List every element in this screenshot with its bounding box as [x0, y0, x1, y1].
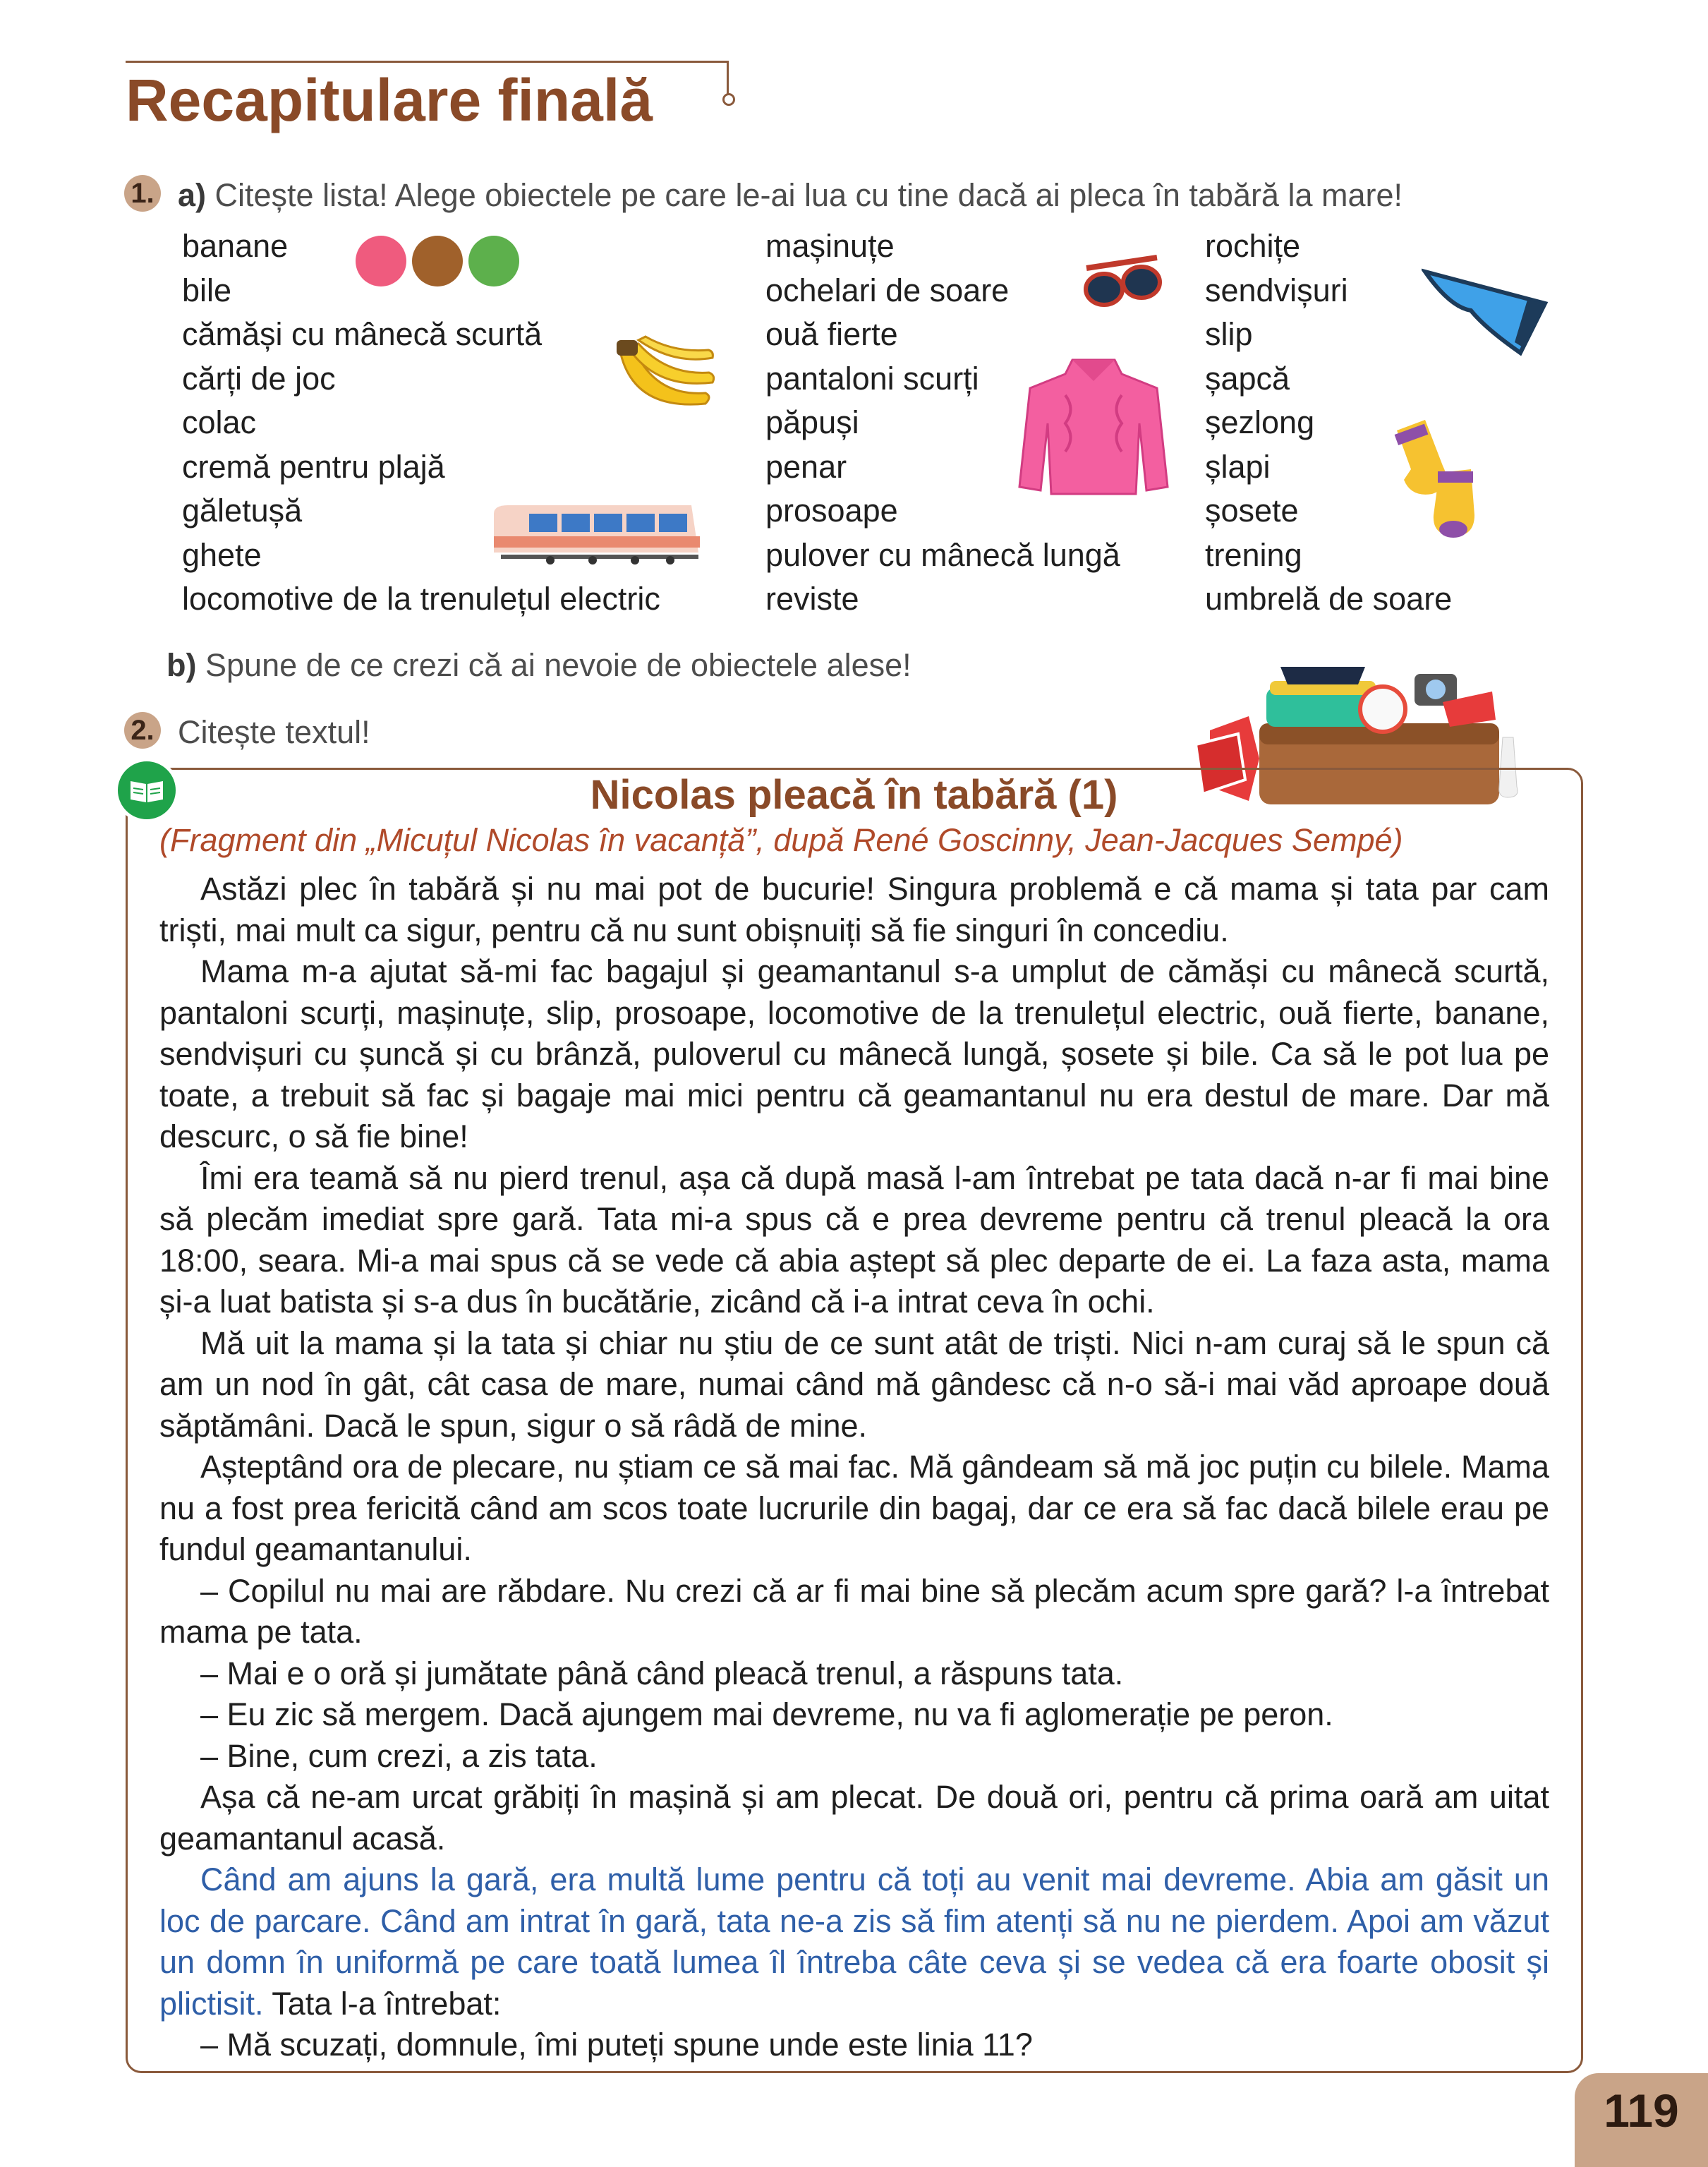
exercise-1a-label: a): [178, 177, 207, 213]
green-marble: [468, 236, 519, 286]
exercise-2-instruction: Citește textul!: [178, 714, 370, 750]
list-item: păpuși: [765, 404, 859, 440]
story-title: Nicolas pleacă în tabără (1): [590, 772, 1118, 818]
dialogue-line: – Mă scuzați, domnule, îmi puteți spune unde este linia 11?: [200, 2027, 1033, 2063]
list-item: șapcă: [1205, 360, 1290, 397]
list-item: prosoape: [765, 493, 898, 529]
list-item: ghete: [182, 536, 262, 573]
story-paragraph: Îmi era teamă să nu pierd trenul, așa că după masă l-am întrebat pe tata dacă n-ar fi mai bine să plecăm imediat spre gară. Tata mi-a spus că e prea devreme pentru că trenul pleacă la ora 18:00, seara. Mi-a mai spus că se vede că abia aștept să plec departe de ei. La faza asta, mama și-a luat batista și s-a dus în bucătărie, zicând că i-a intrat ceva în ochi.: [159, 1159, 1549, 1320]
train-illustration: [487, 500, 702, 567]
story-paragraph: Așa că ne-am urcat grăbiți în mașină și am plecat. De două ori, pentru că prima oară am uitat geamantanul acasă.: [159, 1779, 1549, 1857]
list-item: slip: [1205, 316, 1253, 352]
socks-illustration: [1383, 416, 1496, 543]
list-item: ouă fierte: [765, 316, 898, 352]
list-item: șlapi: [1205, 448, 1271, 485]
page-title: Recapitulare finală: [126, 67, 653, 133]
dialogue-line: – Mai e o oră și jumătate până când pleacă trenul, a răspuns tata.: [200, 1655, 1124, 1691]
list-item: rochițe: [1205, 228, 1301, 264]
list-item: șosete: [1205, 493, 1299, 529]
list-item: șezlong: [1205, 404, 1315, 440]
list-item: găletușă: [182, 493, 303, 529]
pink-sweater-illustration: [1016, 353, 1171, 505]
exercise-1b-text: Spune de ce crezi că ai nevoie de obiectele alese!: [205, 647, 911, 683]
list-item: pulover cu mânecă lungă: [765, 536, 1120, 573]
list-item: cămăși cu mânecă scurtă: [182, 316, 543, 352]
exercise-1b-label: b): [166, 647, 197, 683]
brown-marble: [412, 236, 463, 286]
bananas-illustration: [607, 326, 720, 425]
list-item: bile: [182, 272, 232, 308]
list-item: mașinuțe: [765, 228, 895, 264]
list-item: cremă pentru plajă: [182, 448, 445, 485]
exercise-2-number: 2.: [124, 712, 161, 749]
list-item: reviste: [765, 581, 859, 617]
story-paragraph: Mama m-a ajutat să-mi fac bagajul și geamantanul s-a umplut de cămăși cu mânecă scurtă, pantaloni scurți, mașinuțe, slip, prosoape, locomotive de la trenulețul electric, ouă fierte, banane, sendvișuri cu șuncă și cu brânză, puloverul cu mânecă lungă, șosete și bile. Ca să le pot lua pe toate, a trebuit să fac și bagaje mai mici pentru că geamantanul nu era destul de mare. Dar mă descurc, o să fie bine!: [159, 953, 1549, 1154]
title-frame-dot: [722, 93, 735, 106]
marbles-illustration: [353, 233, 529, 289]
list-item: trening: [1205, 536, 1302, 573]
list-item: umbrelă de soare: [1205, 581, 1453, 617]
dialogue-line: – Copilul nu mai are răbdare. Nu crezi că ar fi mai bine să plecăm acum spre gară? l-a întrebat mama pe tata.: [159, 1572, 1549, 1650]
story-paragraph: Așteptând ora de plecare, nu știam ce să mai fac. Mă gândeam să mă joc puțin cu bilele. Mama nu a fost prea fericită când am scos toate lucrurile din bagaj, dar ce era să fac dacă bilele erau pe fundul geamantanului.: [159, 1449, 1549, 1567]
story-paragraph-highlighted: [159, 1859, 1549, 2024]
exercise-1a-instruction: [178, 179, 1403, 211]
list-item: sendvișuri: [1205, 272, 1348, 308]
dialogue-line: – Eu zic să mergem. Dacă ajungem mai devreme, nu va fi aglomerație pe peron.: [200, 1696, 1333, 1732]
story-text: [159, 869, 1549, 2066]
sunglasses-illustration: [1079, 254, 1164, 318]
list-item: penar: [765, 448, 847, 485]
swim-brief-illustration: [1422, 265, 1549, 356]
story-paragraph: Mă uit la mama și la tata și chiar nu știu de ce sunt atât de triști. Nici n-am curaj să le spun că am un nod în gât, cât casa de mare, numai când mă gândesc că n-o să-i mai văd aproape două săptămâni. Dacă le spun, sigur o să râdă de mine.: [159, 1324, 1549, 1444]
page-number: 119: [1604, 2084, 1679, 2137]
pink-marble: [356, 236, 406, 286]
story-source: (Fragment din „Micuțul Nicolas în vacanță”, după René Goscinny, Jean-Jacques Sempé): [159, 822, 1403, 858]
list-item: locomotive de la trenulețul electric: [182, 581, 660, 617]
list-item: pantaloni scurți: [765, 360, 979, 397]
list-item: colac: [182, 404, 257, 440]
exercise-1-number: 1.: [124, 175, 161, 212]
exercise-1a-text: Citește lista! Alege obiectele pe care le-ai lua cu tine dacă ai pleca în tabără la mare!: [214, 177, 1403, 213]
list-item: banane: [182, 228, 289, 264]
story-text-continuation: Tata l-a întrebat:: [263, 1985, 502, 2022]
dialogue-line: – Bine, cum crezi, a zis tata.: [200, 1737, 598, 1774]
exercise-1b-instruction: [166, 649, 911, 681]
story-paragraph: Astăzi plec în tabără și nu mai pot de bucurie! Singura problemă e că mama și tata par cam triști, mai mult ca sigur, pentru că nu sunt obișnuiți să fie singuri în concediu.: [159, 871, 1549, 948]
highlighted-text: Când am ajuns la gară, era multă lume pentru că toți au venit mai devreme. Abia am găsit un loc de parcare. Când am intrat în gară, tata ne-a zis să fim atenți să nu ne pierdem. Apoi am văzut un domn în uniformă pe care toată lumea îl întreba câte ceva și se vedea că era foarte obosit și plictisit.: [159, 1861, 1549, 2022]
list-item: ochelari de soare: [765, 272, 1010, 308]
list-item: cărți de joc: [182, 360, 336, 397]
